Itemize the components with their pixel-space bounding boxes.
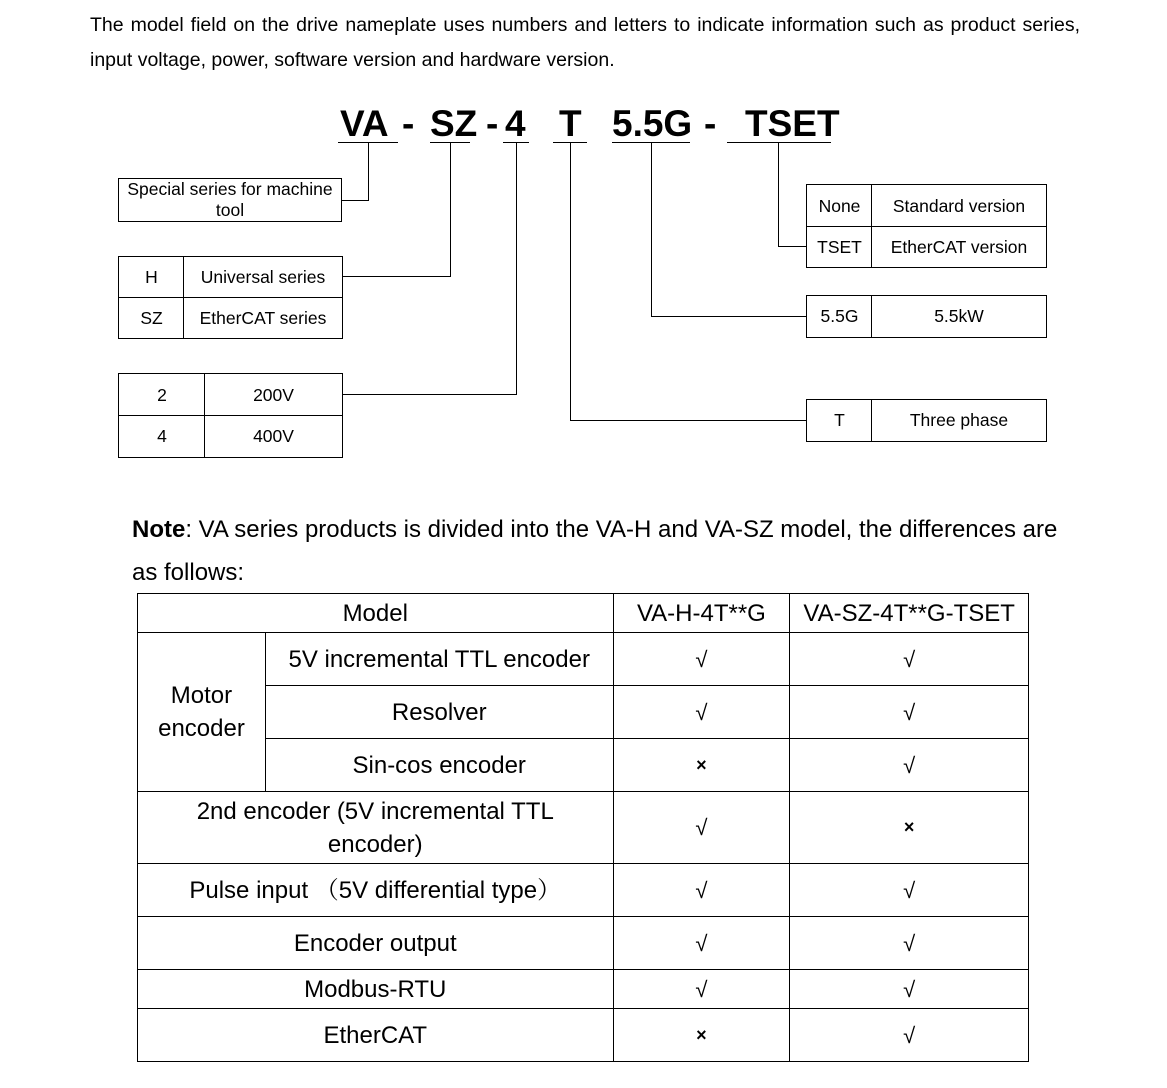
connector-version (778, 142, 779, 246)
code-power: 5.5G (612, 103, 693, 144)
version-code-tset: TSET (817, 236, 862, 257)
comparison-table (137, 593, 1029, 1062)
va-sz-value: × (790, 792, 1029, 864)
row-label: Resolver (265, 686, 613, 739)
table-row (138, 739, 1029, 792)
row-label: Modbus-RTU (138, 970, 614, 1009)
va-sz-value: √ (790, 864, 1029, 917)
connector-voltage (516, 142, 517, 394)
power-table (806, 295, 1047, 338)
connector-phase (570, 420, 807, 421)
row-label: Sin-cos encoder (265, 739, 613, 792)
phase-desc: Three phase (909, 410, 1009, 430)
version-table (806, 184, 1047, 268)
va-sz-value: √ (790, 1009, 1029, 1062)
va-sz-value: √ (790, 739, 1029, 792)
voltage-code-4: 4 (157, 426, 167, 446)
code-phase: T (559, 103, 582, 144)
machine-tool-box (118, 178, 342, 222)
note-label: Note (132, 516, 186, 543)
series-code-sz: SZ (140, 307, 163, 328)
note-paragraph (132, 508, 1072, 594)
row-label: Pulse input （5V differential type） (138, 864, 614, 917)
series-code-h: H (145, 267, 158, 287)
connector-power (651, 142, 652, 316)
note-text: : VA series products is divided into the VA-H and VA-SZ model, the differences are as follows: (132, 516, 1058, 586)
power-code: 5.5G (820, 306, 859, 326)
table-header-row (138, 594, 1029, 633)
connector-phase (570, 142, 571, 420)
va-h-value: √ (613, 792, 790, 864)
va-h-value: √ (613, 686, 790, 739)
header-model: Model (138, 594, 614, 633)
code-va: VA (340, 103, 389, 144)
voltage-code-2: 2 (157, 384, 167, 405)
machine-tool-label: Special series for machine tool (127, 179, 333, 220)
connector-va (342, 200, 369, 201)
row-label: EtherCAT (138, 1009, 614, 1062)
version-desc-standard: Standard version (892, 195, 1026, 216)
code-version: TSET (745, 103, 840, 144)
va-h-value: × (613, 739, 790, 792)
va-h-value: √ (613, 970, 790, 1009)
row-label: 2nd encoder (5V incremental TTL encoder) (138, 792, 614, 864)
version-desc-ethercat: EtherCAT version (890, 236, 1028, 257)
table-row (138, 917, 1029, 970)
table-row (138, 970, 1029, 1009)
va-sz-value: √ (790, 633, 1029, 686)
power-desc: 5.5kW (934, 306, 984, 326)
table-row (138, 686, 1029, 739)
connector-version (778, 246, 807, 247)
va-sz-value: √ (790, 686, 1029, 739)
phase-table (806, 399, 1047, 442)
code-sz: SZ (430, 103, 478, 144)
intro-paragraph: The model field on the drive nameplate uses numbers and letters to indicate information such as product series, input voltage, power, software version and hardware version. (90, 14, 1080, 71)
table-row (138, 792, 1029, 864)
motor-encoder-group: Motor encoder (138, 633, 266, 792)
phase-code: T (834, 410, 845, 430)
connector-voltage (342, 394, 517, 395)
row-label: 5V incremental TTL encoder (265, 633, 613, 686)
table-row (138, 1009, 1029, 1062)
voltage-desc-200v: 200V (253, 384, 294, 405)
header-va-h: VA-H-4T**G (613, 594, 790, 633)
va-h-value: √ (613, 864, 790, 917)
va-sz-value: √ (790, 917, 1029, 970)
voltage-desc-400v: 400V (253, 426, 294, 446)
header-va-sz: VA-SZ-4T**G-TSET (790, 594, 1029, 633)
code-voltage: 4 (505, 103, 526, 144)
table-row (138, 633, 1029, 686)
connector-sz (342, 276, 451, 277)
code-separator: - (486, 103, 499, 144)
series-table (118, 256, 343, 339)
va-h-value: √ (613, 917, 790, 970)
va-h-value: √ (613, 633, 790, 686)
row-label: Encoder output (138, 917, 614, 970)
series-desc-universal: Universal series (200, 267, 326, 287)
code-separator: - (402, 103, 415, 144)
connector-sz (450, 142, 451, 276)
connector-power (651, 316, 807, 317)
voltage-table (118, 373, 343, 458)
va-sz-value: √ (790, 970, 1029, 1009)
connector-va (368, 142, 369, 200)
va-h-value: × (613, 1009, 790, 1062)
series-desc-ethercat: EtherCAT series (199, 307, 327, 328)
code-separator: - (704, 103, 717, 144)
table-row (138, 864, 1029, 917)
underline-version (727, 142, 831, 143)
version-code-none: None (818, 195, 861, 216)
